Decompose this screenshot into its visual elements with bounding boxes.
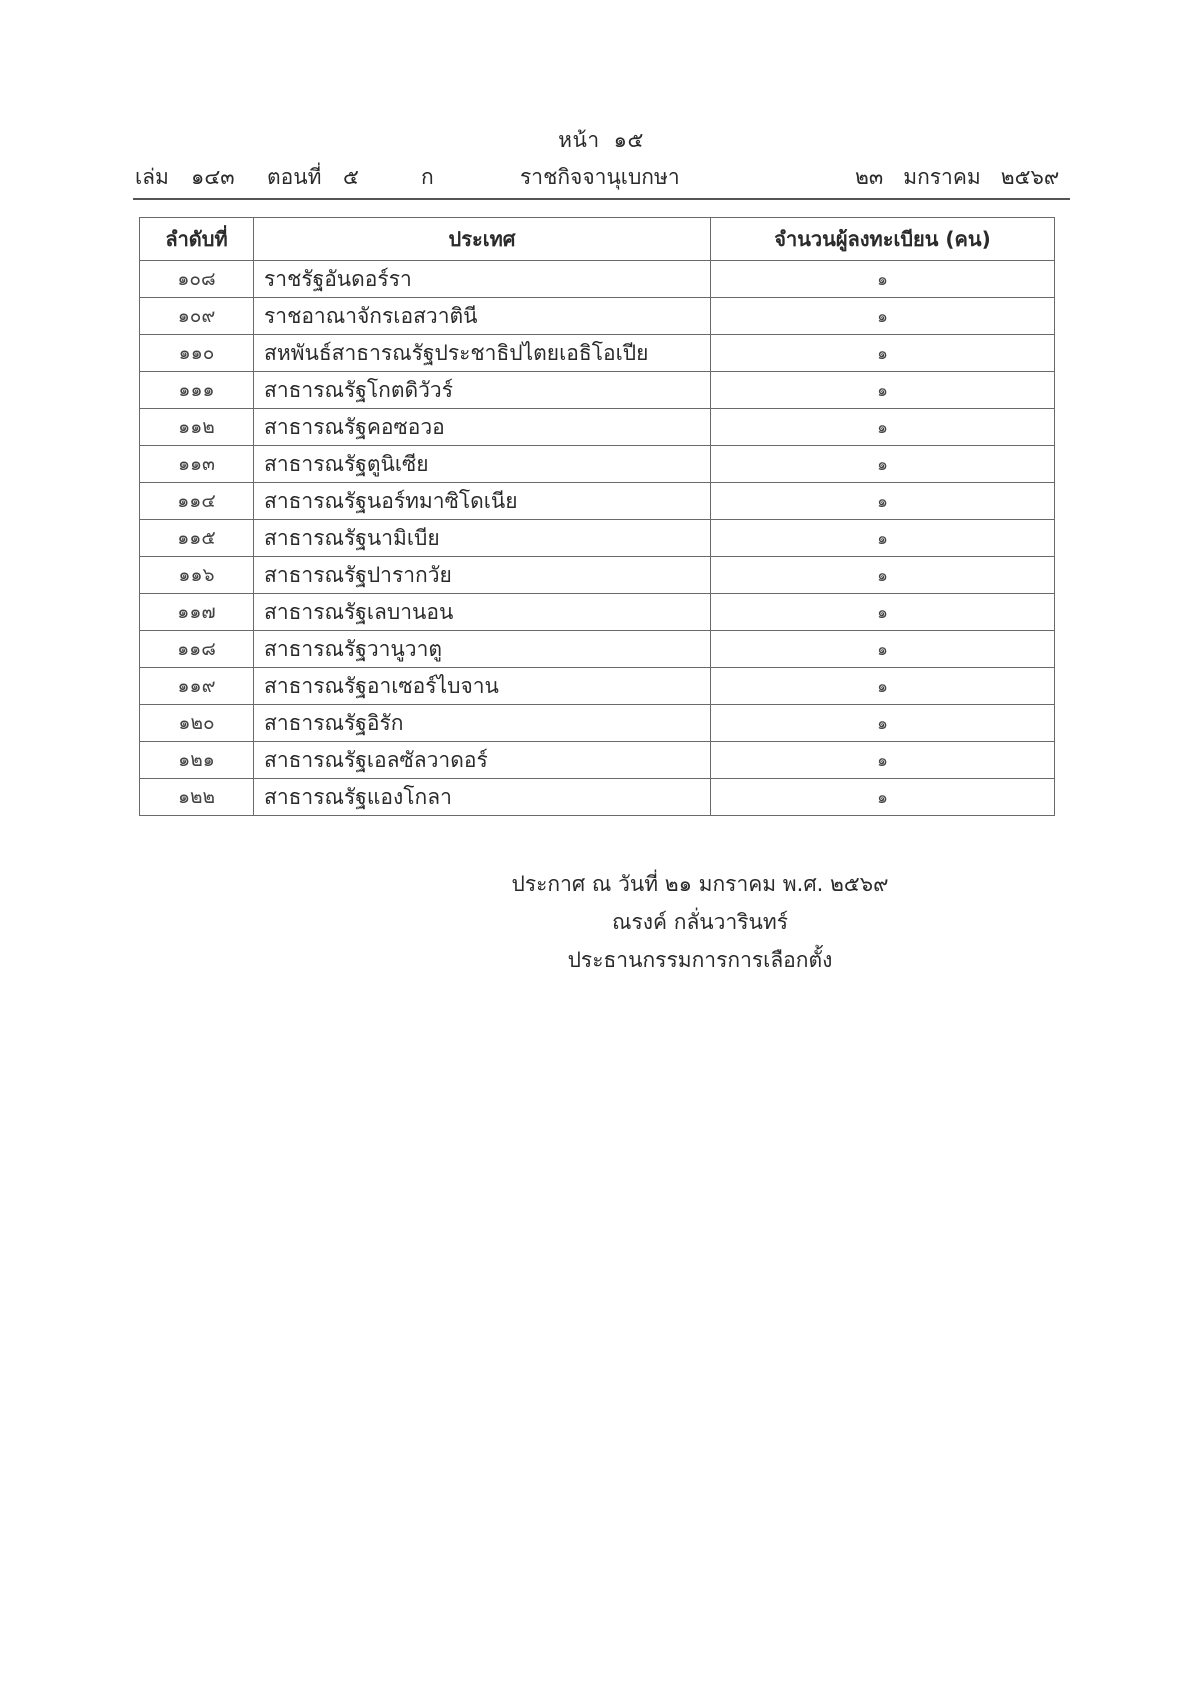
table-row (140, 261, 1055, 298)
row-registrant-count: ๑ (711, 372, 1055, 409)
row-order-number: ๑๑๐ (140, 335, 254, 372)
table-row (140, 594, 1055, 631)
issue-number: ๕ (343, 165, 359, 189)
row-country-name: สาธารณรัฐโกตดิวัวร์ (254, 372, 711, 409)
row-registrant-count: ๑ (711, 557, 1055, 594)
table-row (140, 631, 1055, 668)
row-country-name: ราชรัฐอันดอร์รา (254, 261, 711, 298)
row-order-number: ๑๑๒ (140, 409, 254, 446)
volume-number: ๑๔๓ (191, 165, 235, 189)
row-country-name: สาธารณรัฐนามิเบีย (254, 520, 711, 557)
row-order-number: ๑๐๘ (140, 261, 254, 298)
row-order-number: ๑๑๑ (140, 372, 254, 409)
row-country-name: สาธารณรัฐคอซอวอ (254, 409, 711, 446)
row-country-name: สาธารณรัฐปารากวัย (254, 557, 711, 594)
row-registrant-count: ๑ (711, 483, 1055, 520)
column-header-order: ลำดับที่ (140, 218, 254, 261)
row-order-number: ๑๐๙ (140, 298, 254, 335)
row-country-name: สาธารณรัฐตูนิเซีย (254, 446, 711, 483)
row-country-name: สาธารณรัฐอิรัก (254, 705, 711, 742)
issue-date: ๒๓ มกราคม ๒๕๖๙ (855, 165, 1060, 189)
page-number: ๑๕ (613, 128, 644, 152)
row-order-number: ๑๒๐ (140, 705, 254, 742)
page-label: หน้า (558, 128, 600, 152)
table-row (140, 335, 1055, 372)
row-country-name: ราชอาณาจักรเอสวาตินี (254, 298, 711, 335)
row-country-name: สาธารณรัฐอาเซอร์ไบจาน (254, 668, 711, 705)
table-row (140, 483, 1055, 520)
row-registrant-count: ๑ (711, 261, 1055, 298)
row-country-name: สาธารณรัฐเลบานอน (254, 594, 711, 631)
announcement-date: ประกาศ ณ วันที่ ๒๑ มกราคม พ.ศ. ๒๕๖๙ (511, 872, 889, 896)
table-row (140, 446, 1055, 483)
row-country-name: สหพันธ์สาธารณรัฐประชาธิปไตยเอธิโอเปีย (254, 335, 711, 372)
row-order-number: ๑๑๕ (140, 520, 254, 557)
row-country-name: สาธารณรัฐเอลซัลวาดอร์ (254, 742, 711, 779)
row-registrant-count: ๑ (711, 335, 1055, 372)
row-registrant-count: ๑ (711, 594, 1055, 631)
row-registrant-count: ๑ (711, 742, 1055, 779)
publication-name: ราชกิจจานุเบกษา (520, 165, 680, 189)
row-order-number: ๑๑๙ (140, 668, 254, 705)
table-row (140, 372, 1055, 409)
registrants-table (139, 217, 1055, 816)
gazette-header (135, 161, 1070, 191)
column-header-registrants: จำนวนผู้ลงทะเบียน (คน) (711, 218, 1055, 261)
table-row (140, 520, 1055, 557)
row-country-name: สาธารณรัฐวานูวาตู (254, 631, 711, 668)
row-registrant-count: ๑ (711, 631, 1055, 668)
table-row (140, 779, 1055, 816)
row-country-name: สาธารณรัฐแองโกลา (254, 779, 711, 816)
row-registrant-count: ๑ (711, 705, 1055, 742)
table-row (140, 409, 1055, 446)
header-rule (133, 198, 1070, 200)
section-letter: ก (421, 165, 434, 189)
row-order-number: ๑๑๖ (140, 557, 254, 594)
row-order-number: ๑๑๔ (140, 483, 254, 520)
row-registrant-count: ๑ (711, 298, 1055, 335)
column-header-country: ประเทศ (254, 218, 711, 261)
row-order-number: ๑๒๑ (140, 742, 254, 779)
row-registrant-count: ๑ (711, 779, 1055, 816)
row-order-number: ๑๑๓ (140, 446, 254, 483)
table-row (140, 742, 1055, 779)
table-row (140, 557, 1055, 594)
signatory-title: ประธานกรรมการการเลือกตั้ง (567, 948, 833, 972)
row-order-number: ๑๑๗ (140, 594, 254, 631)
row-registrant-count: ๑ (711, 668, 1055, 705)
row-order-number: ๑๒๒ (140, 779, 254, 816)
page-number-line (0, 124, 1200, 157)
issue-label: ตอนที่ (267, 165, 322, 189)
table-row (140, 668, 1055, 705)
row-order-number: ๑๑๘ (140, 631, 254, 668)
signatory-name: ณรงค์ กลั่นวารินทร์ (611, 910, 789, 934)
table-header-row (140, 218, 1055, 261)
volume-label: เล่ม (135, 165, 169, 189)
row-registrant-count: ๑ (711, 520, 1055, 557)
table-row (140, 298, 1055, 335)
row-registrant-count: ๑ (711, 446, 1055, 483)
table-row (140, 705, 1055, 742)
row-registrant-count: ๑ (711, 409, 1055, 446)
row-country-name: สาธารณรัฐนอร์ทมาซิโดเนีย (254, 483, 711, 520)
